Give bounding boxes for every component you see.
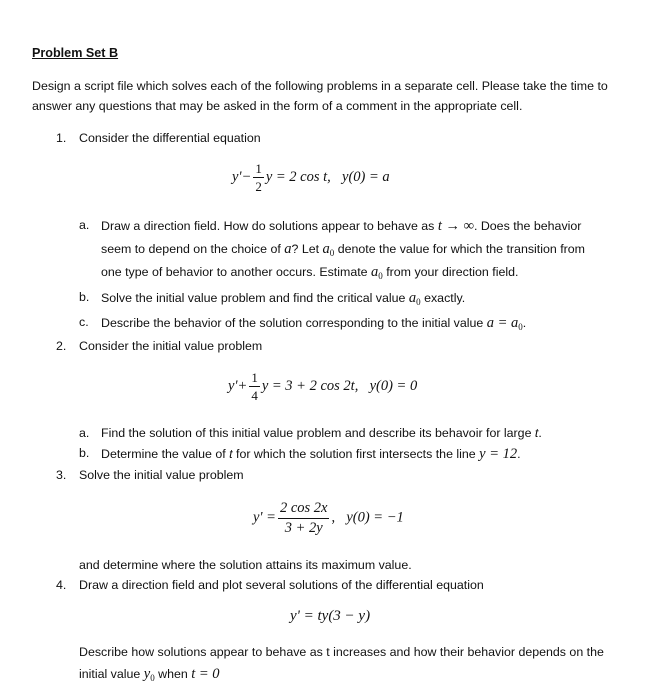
problem-1c-line <box>101 315 526 332</box>
eq1-frac-den: 2 <box>255 179 262 194</box>
p1a-l2-a0 <box>323 241 335 257</box>
eq2-lhs: y'+ <box>228 377 248 394</box>
p1c-post: . <box>522 316 527 330</box>
problem-2-number: 2. <box>56 339 67 353</box>
eq2-frac-num: 1 <box>251 370 258 385</box>
p4-l2-mid: when <box>158 667 188 681</box>
eq2-mid: y = 3 + 2 cos 2t, <box>261 377 359 394</box>
p2b-t: t <box>229 447 233 461</box>
problem-1b-label: b. <box>79 290 90 304</box>
eq3-frac-den: 3 + 2y <box>278 518 330 536</box>
problem-2b-label: b. <box>79 446 90 460</box>
problem-1-text: Consider the differential equation <box>79 131 261 145</box>
p1a-l3-a0-base: a <box>371 264 379 280</box>
p1a-l2-mid: ? Let <box>291 242 320 256</box>
problem-4-line-2 <box>79 666 220 683</box>
p1c-pre: Describe the behavior of the solution corresponding to the initial value <box>101 316 484 330</box>
eq3-comma: , <box>331 509 336 526</box>
p1a-l1-post: . Does the behavior <box>473 219 582 233</box>
problem-3-text: Solve the initial value problem <box>79 468 244 482</box>
eq3-lhs: y' = <box>253 509 276 526</box>
p1c-math-base: a = a <box>486 315 519 331</box>
p1a-l3-a0-sub: 0 <box>378 271 383 281</box>
p1a-l2-pre: seem to depend on the choice of <box>101 242 281 256</box>
p1a-l2-post: denote the value for which the transition from <box>337 242 585 256</box>
eq2-fraction <box>249 371 260 402</box>
p1a-l2-a0-base: a <box>322 241 330 257</box>
p1a-l3-a0 <box>371 264 383 280</box>
p1b-post: exactly. <box>424 291 466 305</box>
problem-3-number: 3. <box>56 468 67 482</box>
p2b-math: y = 12 <box>479 446 518 462</box>
p2b-mid: for which the solution first intersects the line <box>236 447 476 461</box>
problem-4-line-1: Describe how solutions appear to behave as t increases and how their behavior depends on the <box>79 645 604 659</box>
p1a-l2-a: a <box>284 241 292 257</box>
p2b-post: . <box>517 447 521 461</box>
p4-l2-y0 <box>144 666 155 682</box>
p1c-math-sub: 0 <box>518 322 523 332</box>
p1a-l1-math: t → ∞ <box>437 218 474 234</box>
p4-l2-y0-sub: 0 <box>150 673 155 683</box>
eq3-fraction <box>278 501 330 535</box>
problem-1b-line <box>101 290 465 307</box>
eq1-mid: y = 2 cos t, <box>265 168 331 185</box>
problem-1a-line-1 <box>101 218 581 235</box>
problem-1-number: 1. <box>56 131 67 145</box>
problem-4-text: Draw a direction field and plot several solutions of the differential equation <box>79 578 484 592</box>
p1a-l1-pre: Draw a direction field. How do solutions appear to behave as <box>101 219 435 233</box>
eq2-frac-den: 4 <box>251 388 258 403</box>
problem-2-equation <box>228 371 417 402</box>
p1a-l3-pre: one type of behavior to another occurs. Estimate <box>101 265 368 279</box>
eq1-ic: y(0) = a <box>342 168 390 185</box>
intro-line-2: answer any questions that may be asked in the form of a comment in the appropriate cell. <box>32 99 523 113</box>
eq3-frac-num: 2 cos 2x <box>279 500 328 516</box>
eq1-lhs: y'− <box>232 168 252 185</box>
problem-2a-line <box>101 426 542 440</box>
p2a-post: . <box>538 426 542 440</box>
p4-l2-math: t = 0 <box>191 666 220 682</box>
eq1-frac-num: 1 <box>255 161 262 176</box>
problem-4-equation: y' = ty(3 − y) <box>290 608 371 624</box>
problem-2a-label: a. <box>79 426 90 440</box>
problem-set-title: Problem Set B <box>32 46 119 60</box>
problem-1a-label: a. <box>79 218 90 232</box>
intro-line-1: Design a script file which solves each of the following problems in a separate cell. Please take the time to <box>32 79 608 93</box>
problem-1a-line-2 <box>101 241 585 258</box>
p1b-a0-base: a <box>408 290 417 306</box>
problem-2b-line <box>101 446 521 463</box>
p1b-a0-sub: 0 <box>416 297 421 307</box>
problem-1c-label: c. <box>79 315 89 329</box>
p2a-pre: Find the solution of this initial value problem and describe its behavoir for large <box>101 426 532 440</box>
problem-1a-line-3 <box>101 264 518 281</box>
eq2-ic: y(0) = 0 <box>369 377 418 394</box>
p1c-math <box>487 315 523 331</box>
p4-l2-y0-base: y <box>143 666 151 682</box>
problem-3-equation <box>253 501 404 535</box>
problem-4-number: 4. <box>56 578 67 592</box>
p1b-a0 <box>409 290 421 306</box>
p1a-l3-post: from your direction field. <box>386 265 519 279</box>
p2a-t: t <box>534 426 539 440</box>
p1a-l2-a0-sub: 0 <box>329 248 335 258</box>
problem-2-text: Consider the initial value problem <box>79 339 263 353</box>
eq1-fraction <box>253 162 264 193</box>
p2b-pre: Determine the value of <box>101 447 226 461</box>
p4-l2-pre: initial value <box>79 667 141 681</box>
problem-3-after: and determine where the solution attains its maximum value. <box>79 558 412 572</box>
p1b-pre: Solve the initial value problem and find the critical value <box>101 291 406 305</box>
eq3-ic: y(0) = −1 <box>346 509 404 526</box>
problem-1-equation <box>232 162 390 193</box>
